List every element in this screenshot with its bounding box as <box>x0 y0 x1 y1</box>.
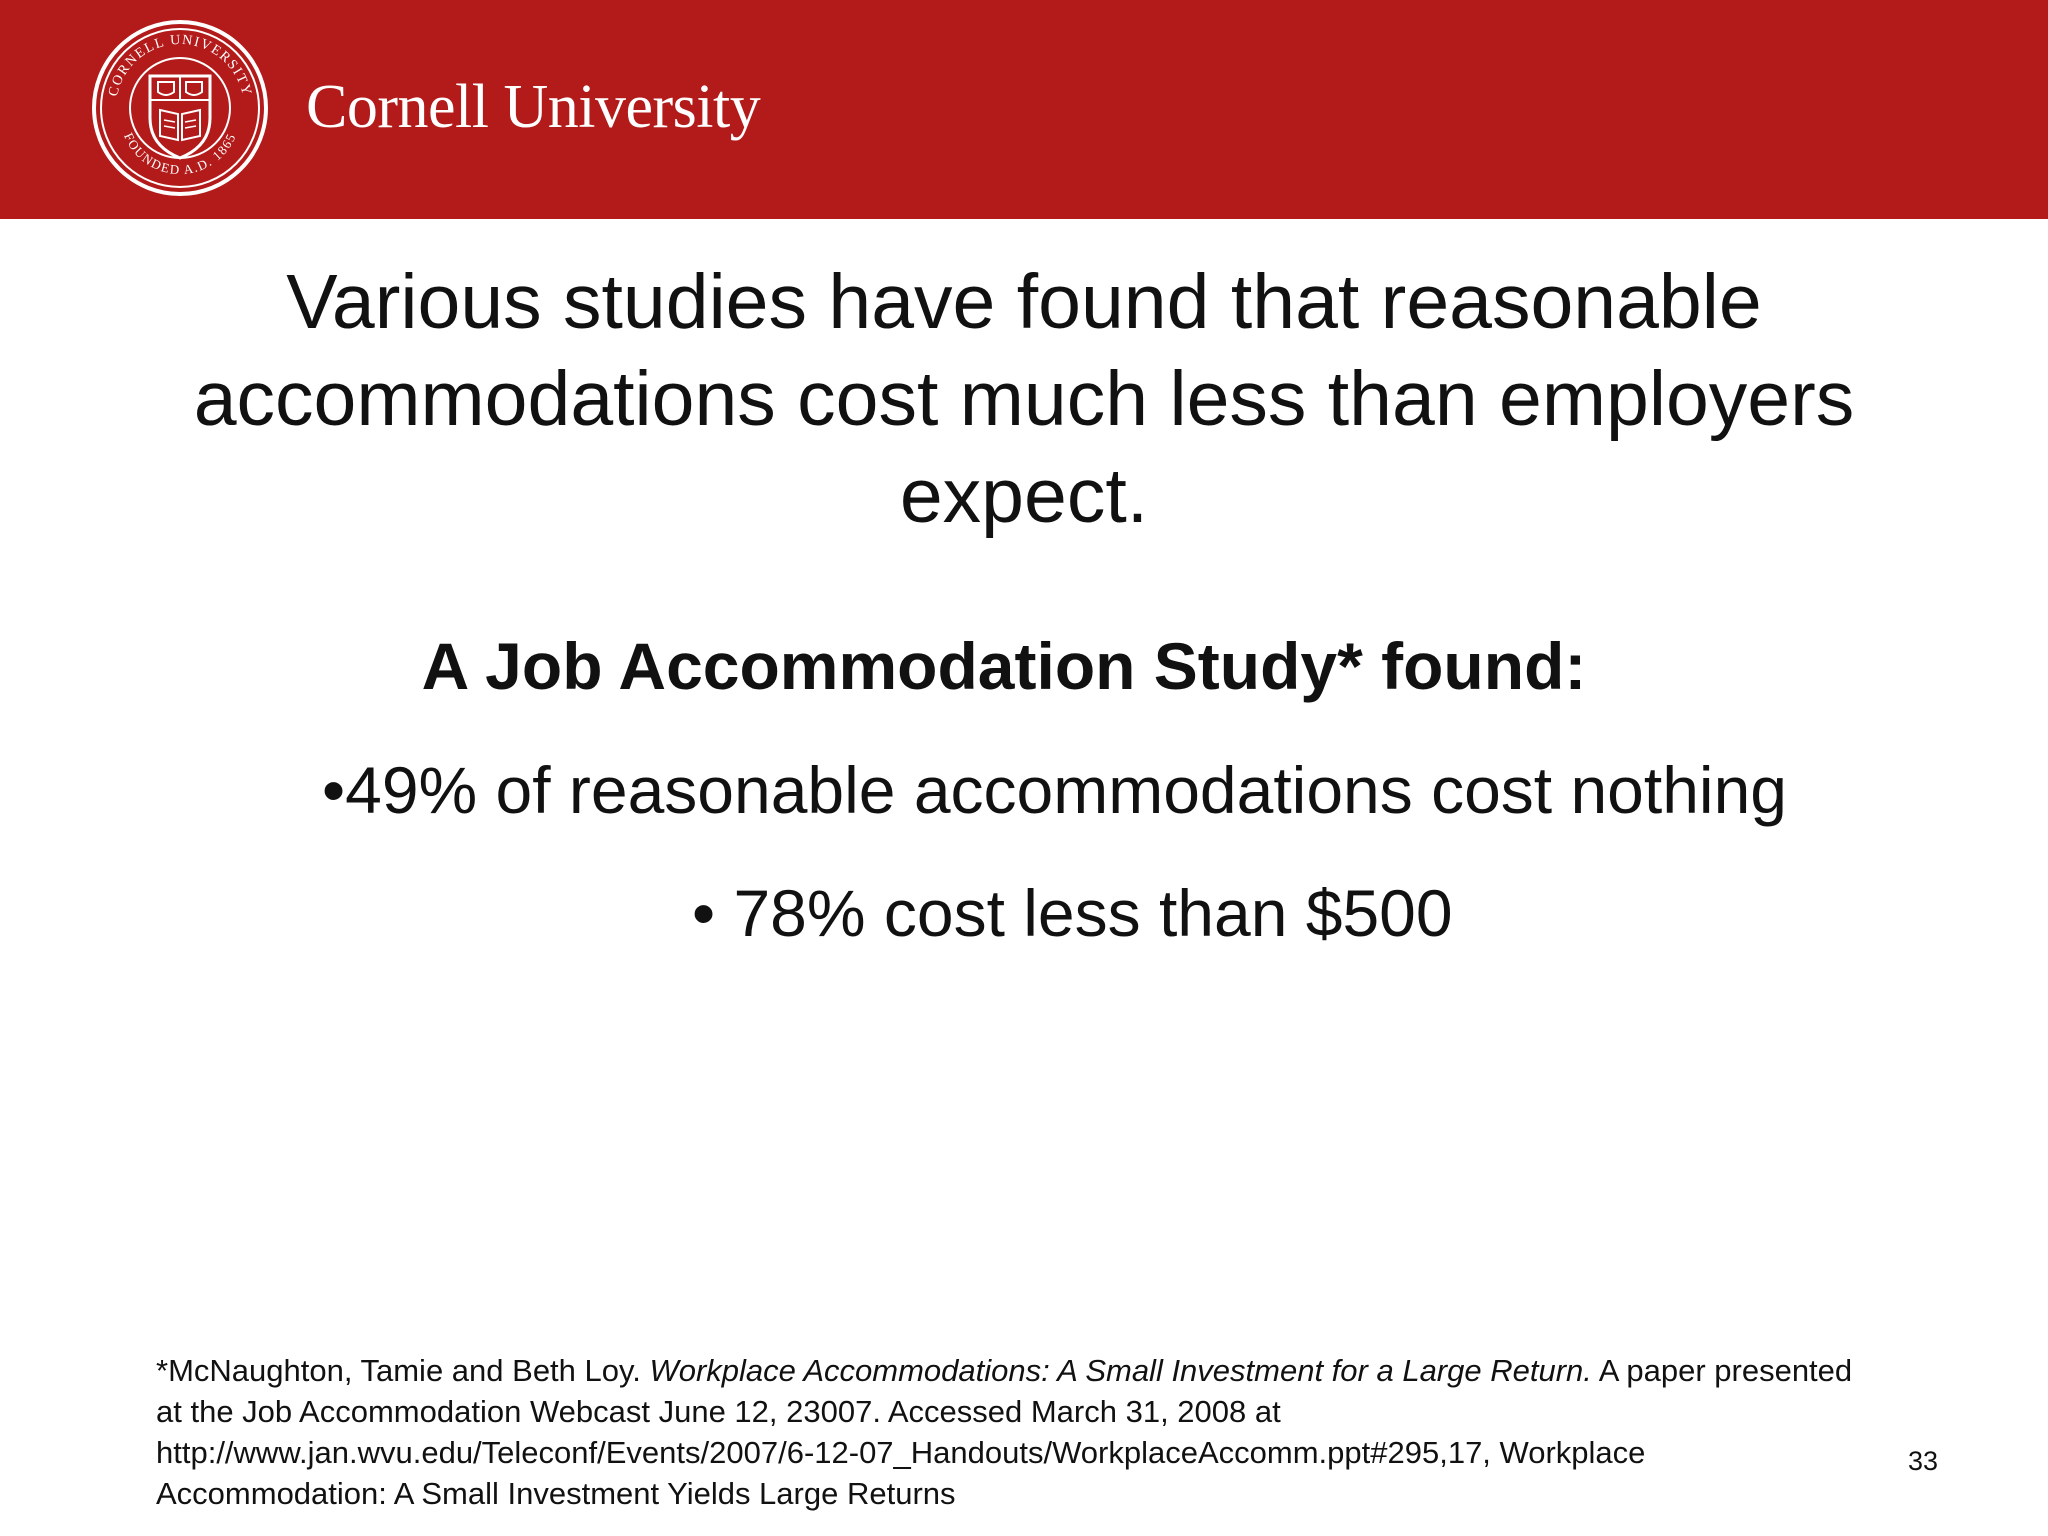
bullet-item: •49% of reasonable accommodations cost nothing <box>322 753 1787 827</box>
cornell-seal-logo <box>90 18 270 198</box>
citation-details: A paper presented at the Job Accommodation Webcast June 12, 23007. Accessed March 31, 2008 at http://www.jan.wvu.edu/Teleconf/Events/2007/6-12-07_Handouts/WorkplaceAccomm.ppt#295,17, Workplace Accommodation: A Small Investment Yields Large Returns <box>156 1353 1853 1511</box>
page-number: 33 <box>1908 1446 1939 1476</box>
slide-title: Various studies have found that reasonable accommodations cost much less than employers expect. <box>193 259 1855 539</box>
citation-title: Workplace Accommodations: A Small Investment for a Large Return. <box>649 1353 1592 1388</box>
seal-text-bottom: FOUNDED A.D. 1865 <box>121 130 239 178</box>
university-wordmark: Cornell University <box>306 73 761 141</box>
seal-text-top: CORNELL UNIVERSITY <box>106 32 254 99</box>
citation-authors: *McNaughton, Tamie and Beth Loy. <box>156 1353 650 1388</box>
slide-subtitle: A Job Accommodation Study* found: <box>421 629 1587 703</box>
citation-footnote <box>156 1350 1856 1514</box>
header-banner <box>0 0 2048 219</box>
bullet-item: • 78% cost less than $500 <box>692 876 1453 950</box>
